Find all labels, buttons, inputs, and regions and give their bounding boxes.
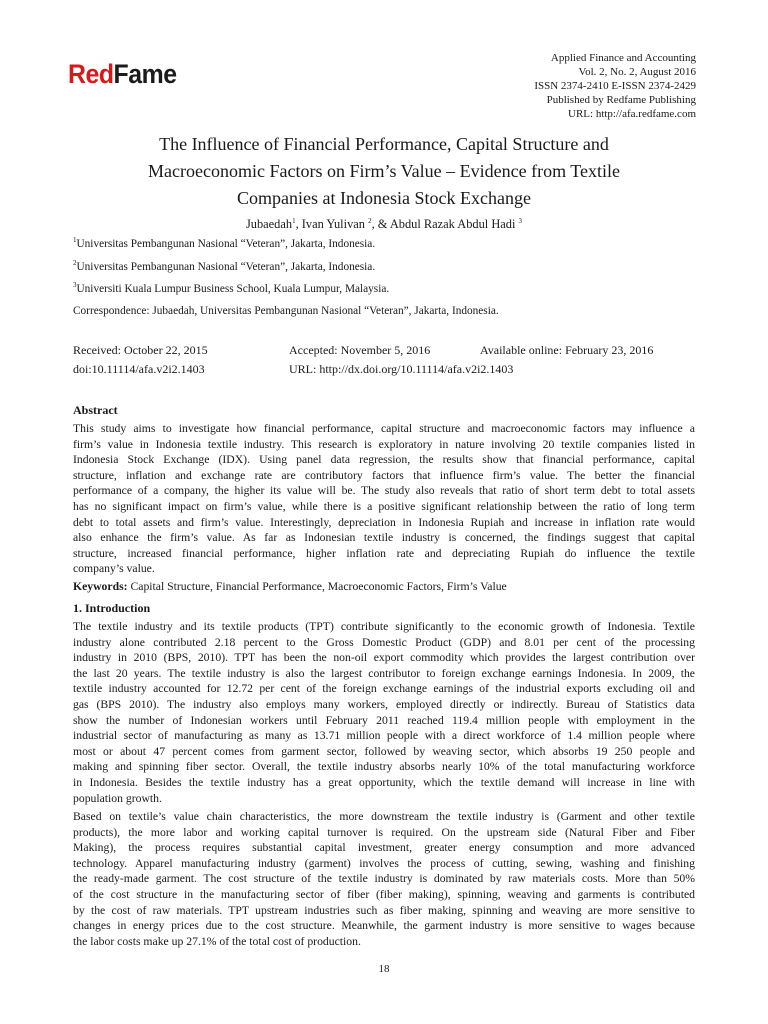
doi-url[interactable]: URL: http://dx.doi.org/10.11114/afa.v2i2.1403 <box>289 362 514 376</box>
logo-red-text: Red <box>68 59 114 89</box>
affiliation <box>73 261 375 273</box>
keywords-label: Keywords: <box>73 580 128 593</box>
affiliation-text: Universiti Kuala Lumpur Business School, Kuala Lumpur, Malaysia. <box>76 283 390 295</box>
text-line: structure, inflation and exchange rate are contributory factors that influence firm’s value. The better the financial <box>73 468 695 482</box>
author-affil-sup: 1 <box>292 217 296 225</box>
page-number: 18 <box>378 963 390 975</box>
text-line: performance of a company, the higher its value will be. The study also reveals that ratio of short term debt to total assets <box>73 484 695 498</box>
title-line: Companies at Indonesia Stock Exchange <box>237 188 531 208</box>
keywords <box>73 580 507 593</box>
title-line: The Influence of Financial Performance, Capital Structure and <box>159 134 609 154</box>
text-line: the last 20 years. The textile industry is also the largest contributor to foreign exchange earnings Indonesia. In 2009, the <box>73 666 695 680</box>
author-name: , Ivan Yulivan <box>295 217 365 231</box>
text-line: by the cost of raw materials. TPT upstream industries such as fiber making, spinning and weaving are more sensitive to <box>73 903 695 917</box>
abstract-heading: Abstract <box>73 403 118 417</box>
text-line: technology. Apparel manufacturing industry (garment) involves the process of cutting, sewing, washing and finishing <box>73 856 695 870</box>
text-line: textile industry accounted for 12.72 per cent of the foreign exchange earnings of the industrial exports excluding oil and <box>73 682 695 696</box>
text-line: Indonesia Stock Exchange (IDX). Using panel data regression, the results show that financial performance, capital <box>73 453 695 467</box>
author-affil-sup: 2 <box>368 217 372 225</box>
keywords-text: Capital Structure, Financial Performance, Macroeconomic Factors, Firm’s Value <box>127 580 507 593</box>
text-line: most or about 47 percent comes from garment sector, followed by weaving sector, which absorbs 19 250 people and <box>73 744 695 758</box>
author-name: Jubaedah <box>245 217 293 231</box>
text-line: has no significant impact on firm’s value, while there is a positive significant relationship between the ratio of long term <box>73 499 695 513</box>
text-line: firm’s value in Indonesia textile industry. This research is exploratory in nature involving 20 textile companies listed in <box>73 437 695 451</box>
affiliation-sup: 2 <box>73 259 77 267</box>
author-name: , & Abdul Razak Abdul Hadi <box>371 217 516 231</box>
title-line: Macroeconomic Factors on Firm’s Value – Evidence from Textile <box>148 161 620 181</box>
received-date: Received: October 22, 2015 <box>73 343 208 357</box>
text-line: in Indonesia. Besides the textile industry has a great opportunity, which the textile demand will increase in line with <box>73 775 695 789</box>
text-line: also enhance the firm’s value. As far as Indonesian textile industry is concerned, the findings suggest that capital <box>73 531 695 545</box>
text-line: This study aims to investigate how financial performance, capital structure and macroeconomic factors may influence a <box>73 422 695 435</box>
journal-publisher: Published by Redfame Publishing <box>546 94 696 106</box>
text-line: of the cost structure in the manufacturing sector of fiber (fiber making), spinning, weaving and garments is contributed <box>73 887 695 901</box>
author-affil-sup: 3 <box>518 217 523 225</box>
text-line: industry in 2010 (BPS, 2010). TPT has been the non-oil export commodity which provides the largest contribution over <box>73 651 695 665</box>
available-date: Available online: February 23, 2016 <box>480 343 654 357</box>
author-list <box>0 217 768 232</box>
journal-info <box>456 51 696 121</box>
affiliation <box>73 283 389 295</box>
text-line: the labor costs make up 27.1% of the total cost of production. <box>73 934 361 948</box>
affiliation-sup: 3 <box>73 281 77 289</box>
text-line: The textile industry and its textile products (TPT) contribute significantly to the economic growth of Indonesia. Textile <box>73 620 695 633</box>
text-line: Making), the process requires substantial capital investment, greater energy consumption and more advanced <box>73 841 695 855</box>
introduction-heading: 1. Introduction <box>73 601 151 615</box>
introduction-paragraph-1 <box>73 619 695 806</box>
publisher-logo <box>68 59 177 90</box>
affiliation-sup: 1 <box>73 236 77 244</box>
doi[interactable]: doi:10.11114/afa.v2i2.1403 <box>73 362 205 376</box>
affiliation-text: Universitas Pembangunan Nasional “Veteran”, Jakarta, Indonesia. <box>76 261 376 273</box>
text-line: products), the more labor and working capital turnover is required. On the upstream side (Natural Fiber and Fiber <box>73 825 695 839</box>
text-line: industrial sector of manufacturing as many as 13.71 million people with a direct workforce of 1.4 million people where <box>73 729 695 743</box>
affiliation-text: Universitas Pembangunan Nasional “Veteran”, Jakarta, Indonesia. <box>76 238 376 250</box>
text-line: the ready-made garment. The cost structure of the textile industry is dominated by raw materials costs. More than 50% <box>73 872 695 886</box>
introduction-paragraph-2 <box>73 809 695 949</box>
text-line: industry alone contributed 2.18 percent to the Gross Domestic Product (GDP) and 8.01 per cent of the processing <box>73 635 695 649</box>
text-line: gas (BPS 2010). The industry also employs many workers, employed directly or indirectly. Bureau of Statistics data <box>73 697 695 711</box>
text-line: population growth. <box>73 791 162 805</box>
text-line: Based on textile’s value chain characteristics, the more downstream the textile industry is (Garment and other textile <box>73 810 695 823</box>
text-line: company’s value. <box>73 562 155 576</box>
journal-name: Applied Finance and Accounting <box>550 52 696 64</box>
text-line: making and spinning fiber sector. Overall, the textile industry absorbs nearly 10% of the total manufacturing workforce <box>73 760 695 774</box>
accepted-date: Accepted: November 5, 2016 <box>289 343 431 357</box>
correspondence: Correspondence: Jubaedah, Universitas Pembangunan Nasional “Veteran”, Jakarta, Indonesia. <box>73 305 499 317</box>
journal-issn: ISSN 2374-2410 E-ISSN 2374-2429 <box>534 80 696 92</box>
journal-url[interactable]: URL: http://afa.redfame.com <box>568 108 696 120</box>
journal-volume: Vol. 2, No. 2, August 2016 <box>578 66 696 78</box>
text-line: changes in energy prices due to the cost structure. Meanwhile, the garment industry is more sensitive to wages because <box>73 919 695 933</box>
affiliation <box>73 238 375 250</box>
paper-title <box>100 131 668 212</box>
text-line: show the number of Indonesian workers until February 2011 reached 119.4 million people with employment in the <box>73 713 695 727</box>
abstract-text <box>73 421 695 577</box>
text-line: structure, increased financial performance, higher inflation rate and depreciating Rupiah do influence the textile <box>73 546 695 560</box>
text-line: debt to total assets and firm’s value. Interestingly, depreciation in Indonesia Rupiah and increase in inflation rate would <box>73 515 695 529</box>
logo-dark-text: Fame <box>113 59 177 89</box>
